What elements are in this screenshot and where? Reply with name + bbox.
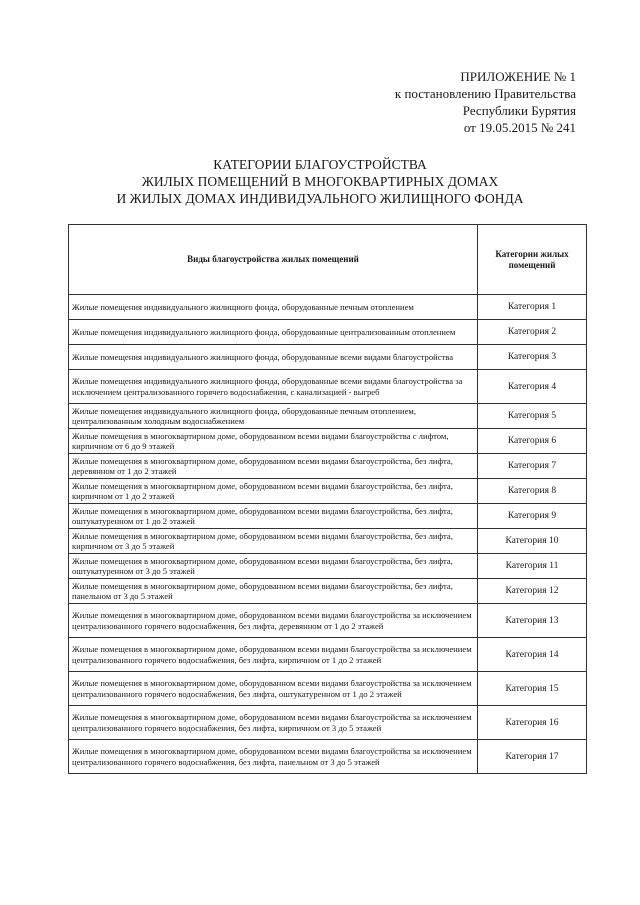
row-category: Категория 11 [478, 554, 587, 579]
table-row [69, 529, 587, 554]
row-category: Категория 10 [478, 529, 587, 554]
row-description: Жилые помещения в многоквартирном доме, оборудованном всеми видами благоустройства, без лифта, деревянном от 1 до 2 этажей [69, 454, 478, 479]
row-description: Жилые помещения индивидуального жилищного фонда, оборудованные печным отоплением, централизованным холодным водоснабжением [69, 404, 478, 429]
row-category: Категория 2 [478, 320, 587, 345]
row-category: Категория 7 [478, 454, 587, 479]
table-row [69, 672, 587, 706]
column-header-type: Виды благоустройства жилых помещений [69, 225, 478, 295]
row-category: Категория 8 [478, 479, 587, 504]
table-row [69, 479, 587, 504]
row-category: Категория 14 [478, 638, 587, 672]
row-category: Категория 16 [478, 706, 587, 740]
row-description: Жилые помещения в многоквартирном доме, оборудованном всеми видами благоустройства, без лифта, оштукатуренном от 1 до 2 этажей [69, 504, 478, 529]
appendix-number: ПРИЛОЖЕНИЕ № 1 [460, 69, 576, 84]
row-description: Жилые помещения в многоквартирном доме, оборудованном всеми видами благоустройства за исключением централизованного горячего водоснабжения, без лифта, деревянном от 1 до 2 этажей [69, 604, 478, 638]
row-description: Жилые помещения в многоквартирном доме, оборудованном всеми видами благоустройства, без лифта, панельном от 3 до 5 этажей [69, 579, 478, 604]
table-row [69, 579, 587, 604]
document-title [0, 156, 640, 207]
table-header-row [69, 225, 587, 295]
row-description: Жилые помещения индивидуального жилищного фонда, оборудованные печным отоплением [69, 295, 478, 320]
row-category: Категория 12 [478, 579, 587, 604]
row-description: Жилые помещения в многоквартирном доме, оборудованном всеми видами благоустройства за исключением централизованного горячего водоснабжения, без лифта, панельном от 3 до 5 этажей [69, 740, 478, 774]
row-description: Жилые помещения в многоквартирном доме, оборудованном всеми видами благоустройства, без лифта, кирпичном от 3 до 5 этажей [69, 529, 478, 554]
row-category: Категория 1 [478, 295, 587, 320]
categories-table-wrap [68, 224, 587, 774]
appendix-resolution-ref: к постановлению Правительства [394, 86, 576, 101]
title-line-1: КАТЕГОРИИ БЛАГОУСТРОЙСТВА [213, 157, 427, 172]
table-row [69, 404, 587, 429]
row-category: Категория 5 [478, 404, 587, 429]
row-description: Жилые помещения в многоквартирном доме, оборудованном всеми видами благоустройства с лифтом, кирпичном от 6 до 9 этажей [69, 429, 478, 454]
title-line-2: ЖИЛЫХ ПОМЕЩЕНИЙ В МНОГОКВАРТИРНЫХ ДОМАХ [141, 174, 499, 189]
row-category: Категория 15 [478, 672, 587, 706]
appendix-date: от 19.05.2015 № 241 [463, 120, 576, 135]
categories-table [68, 224, 587, 774]
row-description: Жилые помещения индивидуального жилищного фонда, оборудованные всеми видами благоустройства за исключением централизованного горячего водоснабжения, с канализацией - выгреб [69, 370, 478, 404]
row-description: Жилые помещения в многоквартирном доме, оборудованном всеми видами благоустройства за исключением централизованного горячего водоснабжения, без лифта, кирпичном от 3 до 5 этажей [69, 706, 478, 740]
table-row [69, 740, 587, 774]
table-row [69, 345, 587, 370]
row-description: Жилые помещения в многоквартирном доме, оборудованном всеми видами благоустройства, без лифта, оштукатуренном от 3 до 5 этажей [69, 554, 478, 579]
row-category: Категория 13 [478, 604, 587, 638]
appendix-government: Республики Бурятия [462, 103, 576, 118]
row-category: Категория 3 [478, 345, 587, 370]
title-line-3: И ЖИЛЫХ ДОМАХ ИНДИВИДУАЛЬНОГО ЖИЛИЩНОГО ФОНДА [116, 191, 524, 206]
table-row [69, 429, 587, 454]
table-row [69, 706, 587, 740]
column-header-category: Категории жилых помещений [478, 225, 587, 295]
appendix-header [395, 68, 576, 136]
row-description: Жилые помещения в многоквартирном доме, оборудованном всеми видами благоустройства за исключением централизованного горячего водоснабжения, без лифта, кирпичном от 1 до 2 этажей [69, 638, 478, 672]
table-row [69, 320, 587, 345]
row-description: Жилые помещения в многоквартирном доме, оборудованном всеми видами благоустройства, без лифта, кирпичном от 1 до 2 этажей [69, 479, 478, 504]
table-row [69, 604, 587, 638]
row-description: Жилые помещения в многоквартирном доме, оборудованном всеми видами благоустройства за исключением централизованного горячего водоснабжения, без лифта, оштукатуренном от 1 до 2 этажей [69, 672, 478, 706]
table-row [69, 370, 587, 404]
row-description: Жилые помещения индивидуального жилищного фонда, оборудованные всеми видами благоустройства [69, 345, 478, 370]
table-row [69, 638, 587, 672]
table-row [69, 295, 587, 320]
table-row [69, 454, 587, 479]
row-description: Жилые помещения индивидуального жилищного фонда, оборудованные централизованным отоплением [69, 320, 478, 345]
row-category: Категория 4 [478, 370, 587, 404]
table-row [69, 554, 587, 579]
table-row [69, 504, 587, 529]
row-category: Категория 9 [478, 504, 587, 529]
row-category: Категория 6 [478, 429, 587, 454]
row-category: Категория 17 [478, 740, 587, 774]
